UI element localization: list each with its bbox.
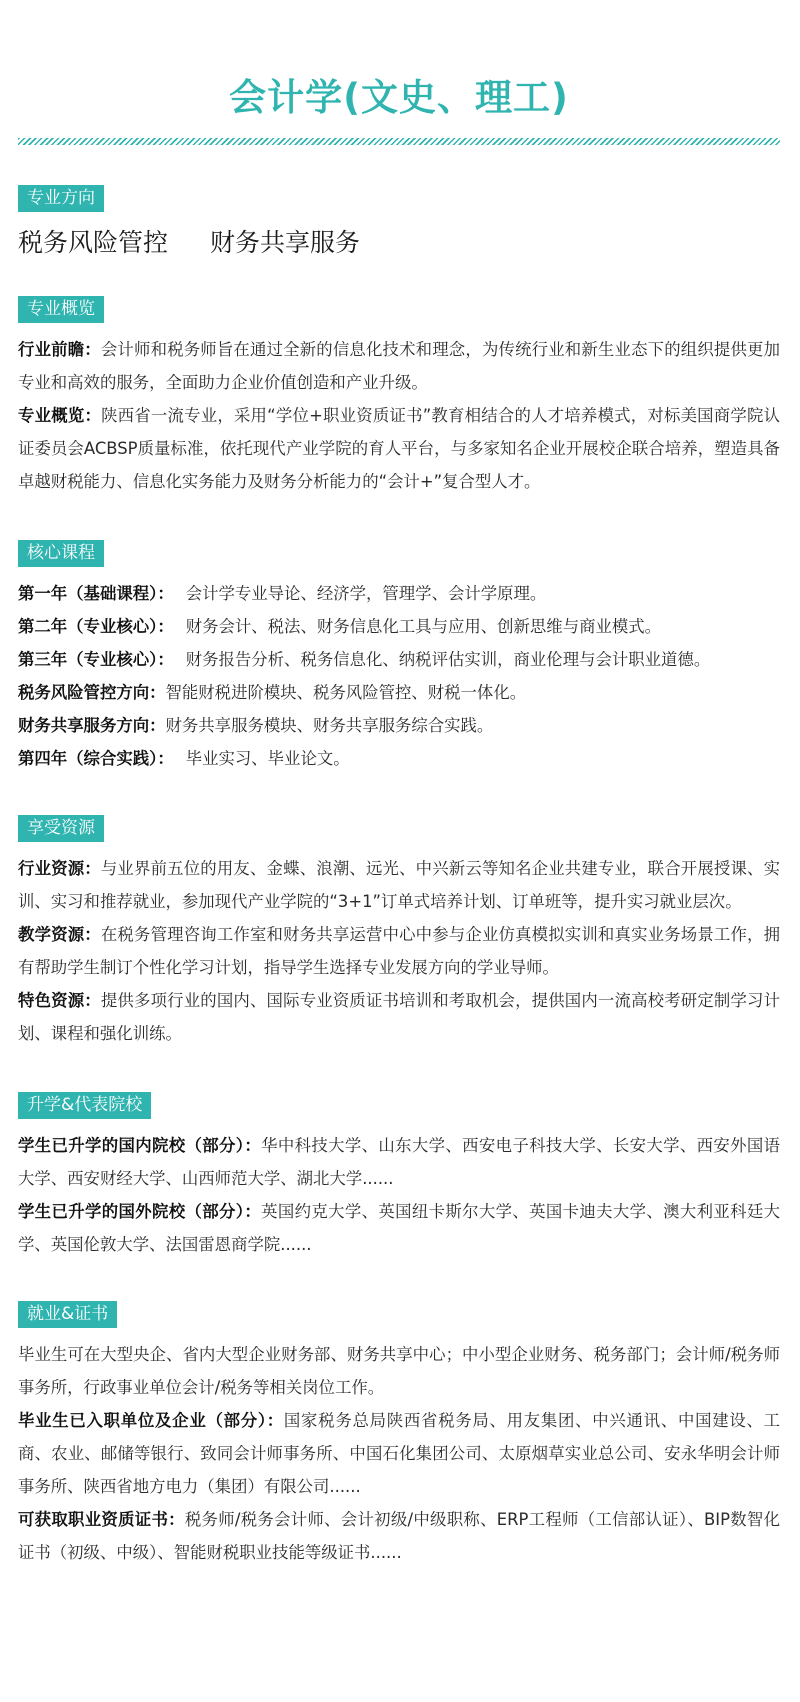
section-tag-employment: 就业&证书 — [18, 1301, 117, 1328]
resources-teaching-label: 教学资源： — [18, 925, 101, 944]
direction-item: 财务共享服务 — [209, 228, 360, 257]
further-abroad-text: 英国约克大学、英国纽卡斯尔大学、英国卡迪夫大学、澳大利亚科廷大学、英国伦敦大学、法国雷恩商学院...... — [18, 1202, 780, 1254]
course-text: 财务会计、税法、财务信息化工具与应用、创新思维与商业模式。 — [185, 617, 662, 636]
employment-intro-paragraph: 毕业生可在大型央企、省内大型企业财务部、财务共享中心；中小型企业财务、税务部门；会计师/税务师事务所，行政事业单位会计/税务等相关岗位工作。 — [18, 1345, 780, 1397]
further-domestic-text: 华中科技大学、山东大学、西安电子科技大学、长安大学、西安外国语大学、西安财经大学、山西师范大学、湖北大学...... — [18, 1136, 780, 1188]
employment-employers-label: 毕业生已入职单位及企业（部分）： — [18, 1411, 284, 1430]
page-title: 会计学(文史、理工) — [229, 76, 569, 119]
resources-special-paragraph — [18, 984, 780, 1050]
course-label: 财务共享服务方向： — [18, 716, 166, 735]
section-overview — [18, 296, 780, 498]
section-further-study — [18, 1092, 780, 1261]
resources-special-text: 提供多项行业的国内、国际专业资质证书培训和考取机会，提供国内一流高校考研定制学习计划、课程和强化训练。 — [18, 991, 781, 1043]
section-employment — [18, 1301, 780, 1569]
course-label: 第三年（专业核心）： — [18, 650, 174, 669]
course-text: 财务共享服务模块、财务共享服务综合实践。 — [165, 716, 494, 735]
section-tag-courses: 核心课程 — [18, 540, 104, 567]
course-text: 毕业实习、毕业论文。 — [185, 749, 350, 768]
section-resources — [18, 815, 780, 1050]
overview-industry-text: 会计师和税务师旨在通过全新的信息化技术和理念，为传统行业和新生业态下的组织提供更加专业和高效的服务，全面助力企业价值创造和产业升级。 — [18, 340, 781, 392]
section-tag-resources: 享受资源 — [18, 815, 104, 842]
course-label: 第四年（综合实践）： — [18, 749, 174, 768]
overview-major-label: 专业概览： — [18, 406, 102, 425]
resources-industry-paragraph — [18, 852, 780, 918]
overview-major-paragraph — [18, 399, 780, 498]
direction-list — [18, 226, 780, 260]
employment-employers-text: 国家税务总局陕西省税务局、用友集团、中兴通讯、中国建设、工商、农业、邮储等银行、致同会计师事务所、中国石化集团公司、太原烟草实业总公司、安永华明会计师事务所、陕西省地方电力（集团）有限公司...... — [18, 1411, 780, 1496]
course-item — [18, 577, 780, 610]
course-item — [18, 643, 780, 676]
employment-certs-paragraph — [18, 1503, 780, 1569]
overview-industry-paragraph — [18, 333, 780, 399]
resources-teaching-paragraph — [18, 918, 780, 984]
section-tag-overview: 专业概览 — [18, 296, 104, 323]
overview-major-text: 陕西省一流专业，采用“学位+职业资质证书”教育相结合的人才培养模式，对标美国商学院认证委员会ACBSP质量标准，依托现代产业学院的育人平台，与多家知名企业开展校企联合培养，塑造具备卓越财税能力、信息化实务能力及财务分析能力的“会计+”复合型人才。 — [18, 406, 781, 491]
course-text: 财务报告分析、税务信息化、纳税评估实训，商业伦理与会计职业道德。 — [185, 650, 711, 669]
course-item — [18, 742, 780, 775]
course-item — [18, 610, 780, 643]
resources-special-label: 特色资源： — [18, 991, 101, 1010]
course-item — [18, 676, 780, 709]
course-label: 第一年（基础课程）： — [18, 584, 174, 603]
course-text: 会计学专业导论、经济学，管理学、会计学原理。 — [185, 584, 547, 603]
further-domestic-label: 学生已升学的国内院校（部分）： — [18, 1136, 262, 1155]
further-abroad-label: 学生已升学的国外院校（部分）： — [18, 1202, 262, 1221]
resources-industry-text: 与业界前五位的用友、金蝶、浪潮、远光、中兴新云等知名企业共建专业，联合开展授课、实训、实习和推荐就业，参加现代产业学院的“3+1”订单式培养计划、订单班等，提升实习就业层次。 — [18, 859, 781, 911]
employment-certs-text: 税务师/税务会计师、会计初级/中级职称、ERP工程师（工信部认证）、BIP数智化证书（初级、中级）、智能财税职业技能等级证书...... — [18, 1510, 781, 1562]
course-text: 智能财税进阶模块、税务风险管控、财税一体化。 — [165, 683, 527, 702]
employment-certs-label: 可获取职业资质证书： — [18, 1510, 185, 1529]
course-list — [18, 577, 780, 775]
course-label: 税务风险管控方向： — [18, 683, 166, 702]
course-label: 第二年（专业核心）： — [18, 617, 174, 636]
title-divider — [18, 138, 780, 145]
resources-industry-label: 行业资源： — [18, 859, 101, 878]
section-tag-further-study: 升学&代表院校 — [18, 1092, 151, 1119]
course-item — [18, 709, 780, 742]
direction-item: 税务风险管控 — [18, 228, 169, 257]
resources-teaching-text: 在税务管理咨询工作室和财务共享运营中心中参与企业仿真模拟实训和真实业务场景工作，拥有帮助学生制订个性化学习计划，指导学生选择专业发展方向的学业导师。 — [18, 925, 781, 977]
section-courses — [18, 540, 780, 775]
section-direction — [18, 185, 780, 260]
employment-employers-paragraph — [18, 1404, 780, 1503]
overview-industry-label: 行业前瞻： — [18, 340, 101, 359]
further-abroad-paragraph — [18, 1195, 780, 1261]
further-domestic-paragraph — [18, 1129, 780, 1195]
section-tag-direction: 专业方向 — [18, 185, 104, 212]
